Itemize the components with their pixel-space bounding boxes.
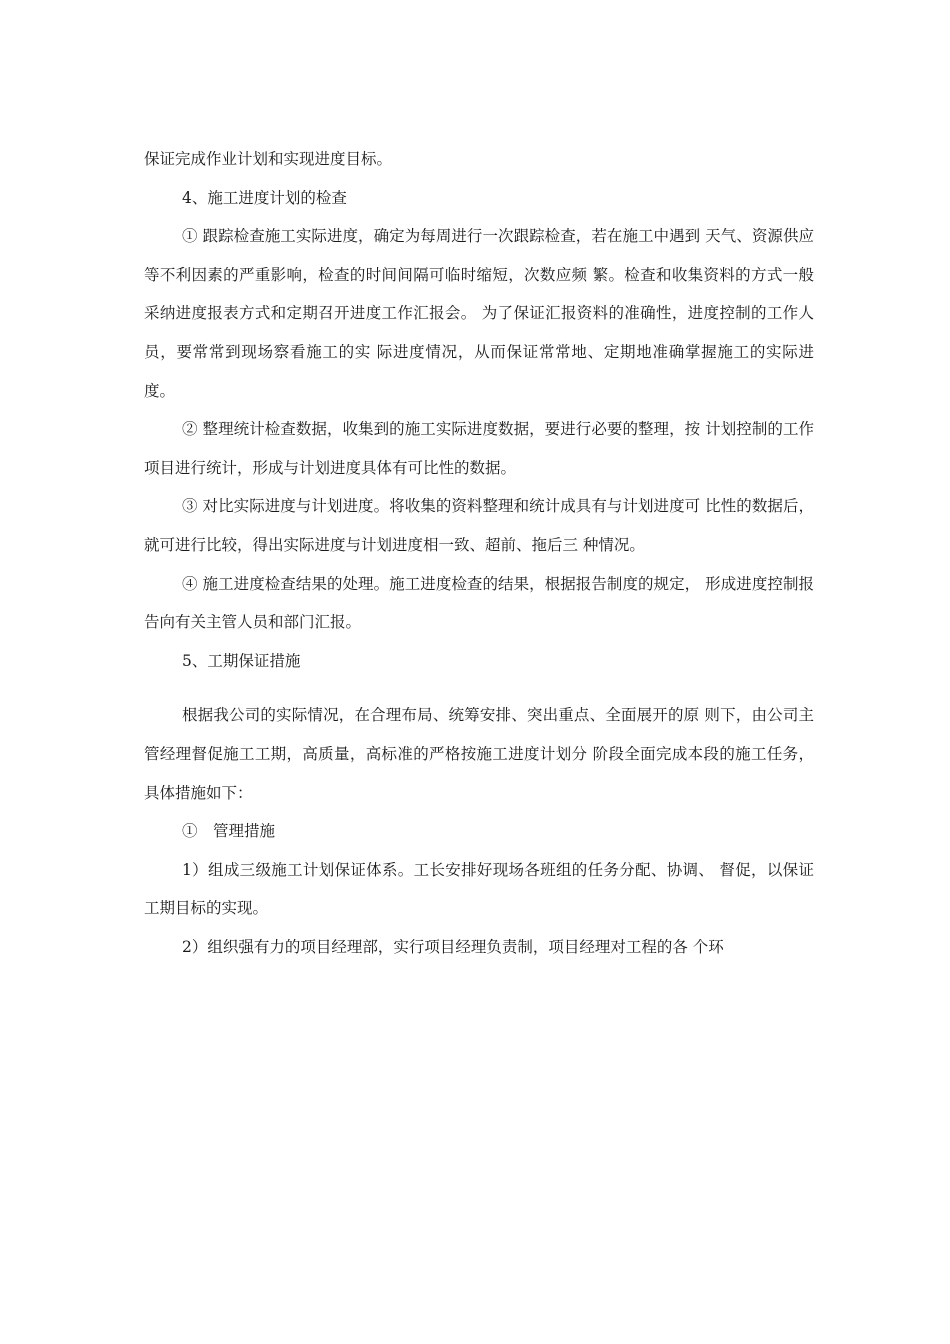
- paragraph-measure-1: 1）组成三级施工计划保证体系。工长安排好现场各班组的任务分配、协调、 督促，以保证工期目标的实现。: [144, 860, 814, 918]
- paragraph-compare-progress: ③ 对比实际进度与计划进度。将收集的资料整理和统计成具有与计划进度可 比性的数据后，就可进行比较，得出实际进度与计划进度相一致、超前、拖后三 种情况。: [144, 497, 814, 554]
- paragraph-tracking-check: ① 跟踪检查施工实际进度，确定为每周进行一次跟踪检查，若在施工中遇到 天气、资源供应等不利因素的严重影响，检查的时间间隔可临时缩短，次数应频 繁。检查和收集资料的方式一般采纳进度报表方式和定期召开进度工作汇报会。 为了保证汇报资料的准确性，进度控制的工作人员，要常常到现场察看施工的实 际进度情况，从而保证常常地、定期地准确掌握施工的实际进度。: [144, 227, 814, 400]
- paragraph-measure-2: 2）组织强有力的项目经理部，实行项目经理负责制，项目经理对工程的各 个环: [182, 937, 724, 956]
- paragraph-result-handling: ④ 施工进度检查结果的处理。施工进度检查的结果，根据报告制度的规定， 形成进度控制报告向有关主管人员和部门汇报。: [144, 574, 814, 632]
- heading-schedule-guarantee: 5、工期保证措施: [182, 651, 301, 670]
- paragraph-organize-data: ② 整理统计检查数据，收集到的施工实际进度数据，要进行必要的整理，按 计划控制的工作项目进行统计，形成与计划进度具体有可比性的数据。: [144, 420, 814, 477]
- heading-schedule-check: 4、施工进度计划的检查: [182, 188, 347, 207]
- paragraph-continuation: 保证完成作业计划和实现进度目标。: [144, 150, 393, 168]
- heading-management-measures: ① 管理措施: [182, 822, 276, 841]
- document-body: [144, 140, 814, 966]
- paragraph-guarantee-intro: 根据我公司的实际情况，在合理布局、统筹安排、突出重点、全面展开的原 则下，由公司主管经理督促施工工期，高质量，高标准的严格按施工进度计划分 阶段全面完成本段的施工任务，具体措施如下：: [144, 706, 814, 802]
